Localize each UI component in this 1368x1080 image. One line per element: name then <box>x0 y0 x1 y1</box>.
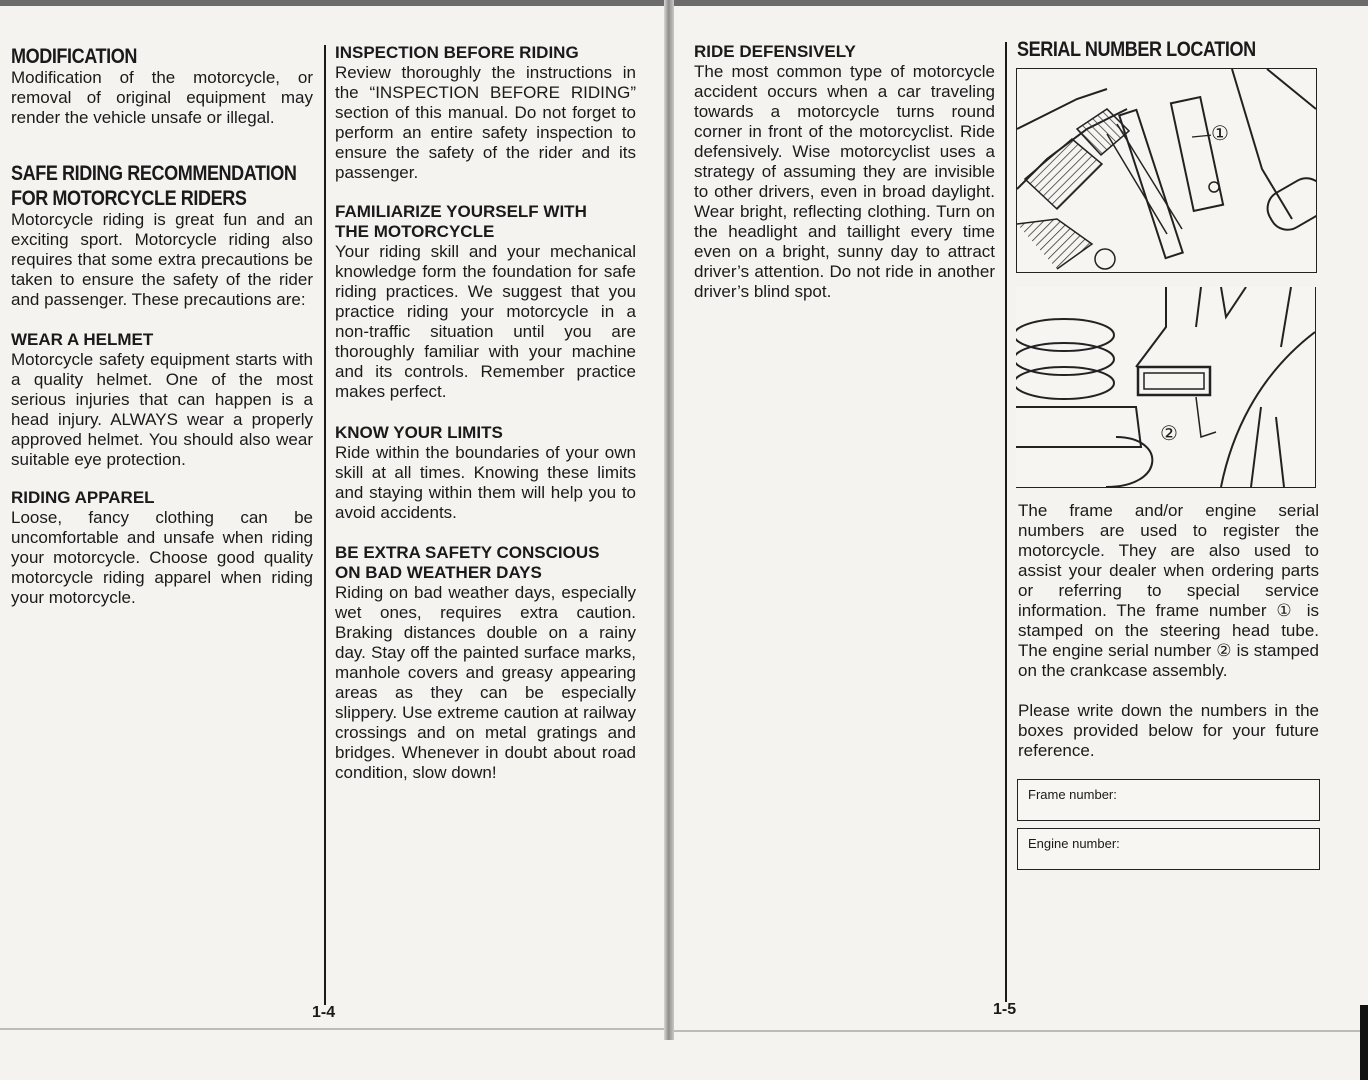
section-title: BE EXTRA SAFETY CONSCIOUS <box>335 543 600 562</box>
section-body: Riding on bad weather days, especially wet ones, requires extra caution. Braking distances double on a rainy day. Stay off the painted surface marks, manhole covers and greasy appearing areas as they can be especially slippery. Use extreme caution at railway crossings and on metal gratings and bridges. Whenever in doubt about road condition, slow down! <box>335 583 636 782</box>
section-body: Motorcycle safety equipment starts with a quality helmet. One of the most serious injuries that can happen is a head injury. ALWAYS wear a properly approved helmet. You should also wear suitable eye protection. <box>11 350 313 469</box>
section-body: Motorcycle riding is great fun and an exciting sport. Motorcycle riding also requires that some extra precautions be taken to ensure the safety of the rider and passenger. These precautions are: <box>11 210 313 309</box>
section-title: FOR MOTORCYCLE RIDERS <box>11 187 247 210</box>
right-page-column-2 <box>1017 38 1319 61</box>
section-title: KNOW YOUR LIMITS <box>335 423 503 442</box>
scan-top-edge <box>0 0 1368 6</box>
left-page-column-1 <box>11 45 313 608</box>
serial-number-text <box>1018 501 1319 761</box>
page-edge <box>674 1030 1368 1032</box>
page-edge <box>0 1028 664 1030</box>
right-page-column-1 <box>694 42 995 302</box>
section-title: FAMILIARIZE YOURSELF WITH <box>335 202 587 221</box>
left-page-column-2 <box>335 43 636 783</box>
section-body: Review thoroughly the instructions in the “INSPECTION BEFORE RIDING” section of this manual. Do not forget to perform an entire safety inspection to ensure the safety of the rider and its passenger. <box>335 63 636 182</box>
frame-number-box[interactable] <box>1017 779 1320 821</box>
section-title: SERIAL NUMBER LOCATION <box>1017 38 1256 61</box>
section-title: INSPECTION BEFORE RIDING <box>335 43 579 62</box>
section-title: MODIFICATION <box>11 45 137 68</box>
page-number: 1-4 <box>312 1004 336 1021</box>
crankcase-illustration <box>1016 287 1316 488</box>
section-body: Ride within the boundaries of your own skill at all times. Knowing these limits and staying within them will help you to avoid accidents. <box>335 443 636 522</box>
section-body: Modification of the motorcycle, or removal of original equipment may render the vehicle unsafe or illegal. <box>11 68 313 127</box>
section-title: ON BAD WEATHER DAYS <box>335 563 542 582</box>
book-gutter <box>664 0 674 1040</box>
section-title: WEAR A HELMET <box>11 330 154 349</box>
paragraph: Please write down the numbers in the boxes provided below for your future reference. <box>1018 701 1319 760</box>
section-body: The most common type of motorcycle accident occurs when a car traveling towards a motorcycle turns round corner in front of the motorcyclist. Ride defensively. Wise motorcyclist uses a strategy of assuming they are invisible to other drivers, even in broad daylight. Wear bright, reflecting clothing. Turn on the headlight and taillight every time even on a bright, sunny day to attract driver’s attention. Do not ride in another driver’s blind spot. <box>694 62 995 301</box>
paragraph: The frame and/or engine serial numbers are used to register the motorcycle. They are also used to assist your dealer when ordering parts or referring to special service information. The frame number ① is stamped on the steering head tube. The engine serial number ② is stamped on the crankcase assembly. <box>1018 501 1319 680</box>
column-divider <box>1005 42 1007 1002</box>
section-body: Loose, fancy clothing can be uncomfortable and unsafe when riding your motorcycle. Choose good quality motorcycle riding apparel when riding your motorcycle. <box>11 508 313 607</box>
column-divider <box>324 45 326 1005</box>
steering-head-illustration <box>1016 68 1317 273</box>
callout-2: ② <box>1160 423 1178 445</box>
section-title: THE MOTORCYCLE <box>335 222 495 241</box>
section-title: RIDING APPAREL <box>11 488 155 507</box>
scan-edge <box>1360 1005 1368 1080</box>
frame-number-label: Frame number: <box>1028 787 1117 802</box>
page-number: 1-5 <box>993 1001 1017 1018</box>
engine-number-label: Engine number: <box>1028 836 1120 851</box>
section-title: SAFE RIDING RECOMMENDATION <box>11 162 297 185</box>
callout-1: ① <box>1211 123 1229 145</box>
engine-number-box[interactable] <box>1017 828 1320 870</box>
section-body: Your riding skill and your mechanical knowledge form the foundation for safe riding practices. We suggest that you practice riding your motorcycle in a non-traffic situation until you are thoroughly familiar with your machine and its controls. Remember practice makes perfect. <box>335 242 636 401</box>
section-title: RIDE DEFENSIVELY <box>694 42 856 61</box>
